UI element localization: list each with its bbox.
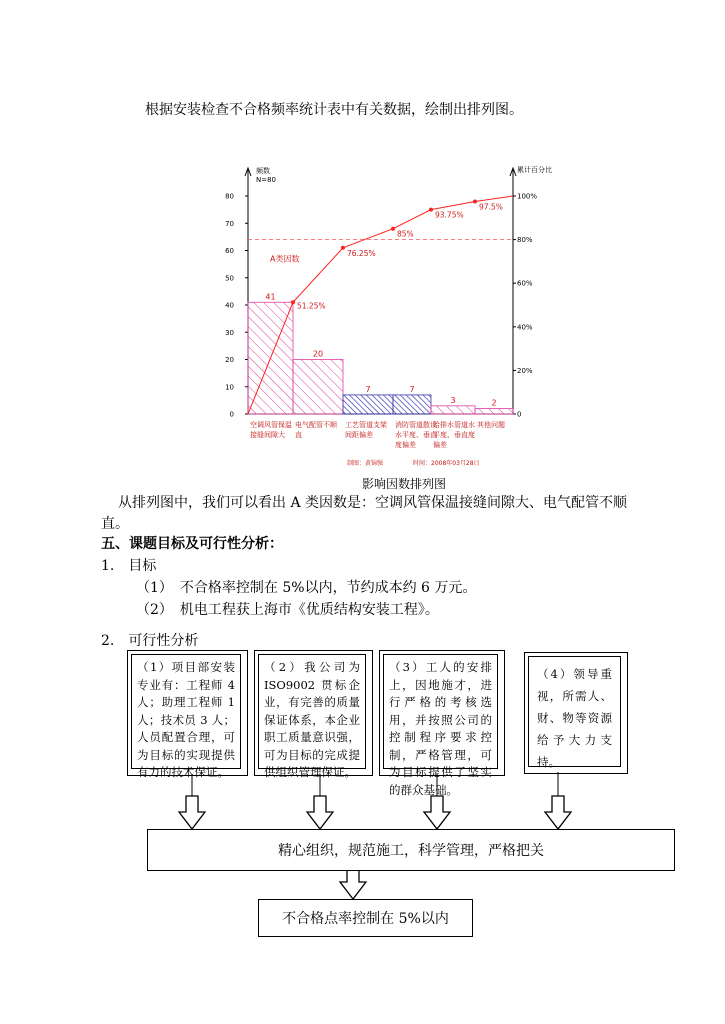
goal-heading: 1. 目标	[101, 558, 157, 574]
goal-item-1: （1） 不合格率控制在 5%以内，节约成本约 6 万元。	[136, 580, 477, 596]
category-label: 空调风管保温接缝间隙大	[250, 421, 292, 439]
flow-result-box: 不合格点率控制在 5%以内	[258, 899, 473, 937]
bar-label: 7	[365, 384, 371, 394]
bar-label: 20	[312, 349, 324, 359]
down-arrow-5	[340, 869, 366, 899]
bar-label: 41	[265, 292, 276, 302]
down-arrow-4	[545, 796, 571, 829]
section-title: 五、课题目标及可行性分析：	[101, 536, 283, 552]
left-tick-label: 40	[225, 301, 234, 310]
bar-label: 7	[409, 384, 415, 394]
right-tick-label: 20%	[517, 366, 533, 375]
left-tick-label: 50	[225, 274, 234, 283]
cumulative-label: 93.75%	[435, 210, 464, 220]
flow-box-4: （4）领导重视，所需人、财、物等资源给予大力支持。	[528, 656, 621, 767]
right-tick-label: 60%	[517, 279, 533, 288]
category-label: 电气配管不顺直	[295, 421, 337, 439]
left-tick-label: 10	[225, 383, 234, 392]
class-a-label: A类因数	[270, 254, 300, 264]
right-tick-label: 0	[517, 410, 522, 419]
analysis-paragraph: 从排列图中，我们可以看出 A 类因数是：空调风管保温接缝间隙大、电气配管不顺	[118, 495, 628, 511]
right-tick-label: 40%	[517, 323, 533, 332]
left-tick-label: 80	[225, 192, 234, 201]
chart-footer-author: 制图：黄锦强	[347, 460, 384, 467]
bar-label: 2	[491, 398, 497, 408]
flow-box-1: （1）项目部安装专业有：工程师 4 人；助理工程师 1 人；技术员 3 人；人员配置合理，可为目标的实现提供有力的技术保证。	[131, 654, 241, 769]
right-tick-label: 100%	[517, 192, 538, 201]
goal-item-2: （2） 机电工程获上海市《优质结构安装工程》。	[136, 602, 439, 618]
left-tick-label: 60	[225, 247, 234, 255]
down-arrow-2	[307, 796, 333, 829]
left-tick-label: 20	[225, 356, 234, 364]
chart-caption: 影响因数排列图	[362, 477, 447, 491]
cumulative-label: 76.25%	[347, 248, 376, 258]
cumulative-label: 85%	[397, 229, 414, 239]
cumulative-label: 97.5%	[479, 202, 503, 212]
left-tick-label: 70	[225, 219, 234, 228]
right-tick-label: 80%	[517, 236, 533, 245]
category-label: 工艺管道支架间距偏差	[345, 421, 387, 439]
category-label: 给排水管道水平度、垂直度偏差	[433, 421, 475, 449]
chart-footer-date: 时间：2008年03月28日	[413, 460, 480, 467]
left-axis-title: 频数	[256, 167, 270, 175]
category-label: 消防管道散设水平度、垂直度偏差	[395, 421, 437, 449]
down-arrow-3	[424, 796, 450, 829]
feasibility-heading: 2. 可行性分析	[101, 633, 199, 649]
analysis-paragraph-cont: 直。	[101, 516, 129, 532]
bar-label: 3	[450, 395, 456, 405]
left-tick-label: 0	[229, 410, 234, 419]
left-axis-subtitle: N=80	[256, 176, 277, 184]
intro-text: 根据安装检查不合格频率统计表中有关数据，绘制出排列图。	[145, 102, 523, 118]
cumulative-label: 51.25%	[297, 301, 326, 311]
flow-box-3: （3）工人的安排上，因地施才，进行严格的考核选用，并按照公司的控制程序要求控制，严格管理，可为目标提供了坚实的群众基础。	[383, 654, 498, 769]
flow-middle-box: 精心组织，规范施工，科学管理，严格把关	[147, 829, 675, 871]
down-arrow-1	[179, 796, 205, 829]
left-tick-label: 30	[225, 328, 234, 337]
right-axis-title: 累计百分比	[517, 166, 552, 174]
category-label: 其他问题	[477, 421, 505, 429]
flow-box-2: （2）我公司为 ISO9002 贯标企业，有完善的质量保证体系，本企业职工质量意识强，可为目标的完成提供组织管理保证。	[258, 654, 366, 769]
